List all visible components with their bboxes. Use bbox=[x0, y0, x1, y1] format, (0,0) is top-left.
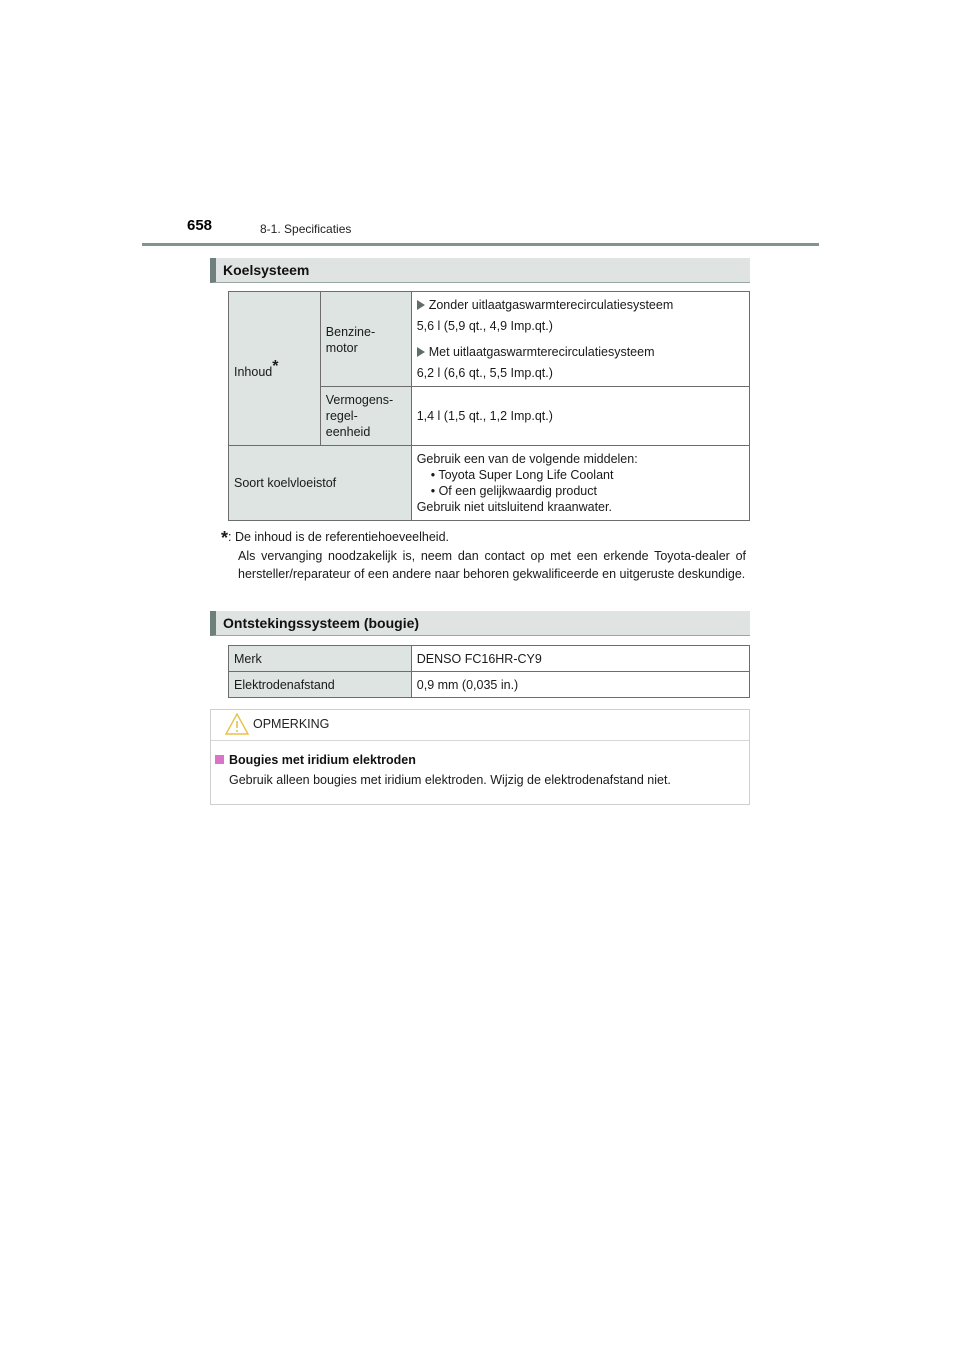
coolant-note: Gebruik niet uitsluitend kraanwater. bbox=[416, 500, 612, 514]
warning-triangle-icon bbox=[225, 713, 249, 735]
header-rule bbox=[142, 243, 819, 246]
engine-label: Benzine- motor bbox=[320, 292, 411, 387]
triangle-bullet-icon bbox=[417, 347, 425, 357]
footnote bbox=[221, 528, 746, 583]
notice-box bbox=[210, 709, 750, 805]
coolant-option: • Of een gelijkwaardig product bbox=[430, 484, 597, 498]
pcu-label: Vermogens- regel- eenheid bbox=[320, 387, 411, 446]
capacity-label-cell bbox=[229, 292, 321, 446]
footnote-line-1: : De inhoud is de referentiehoeveelheid. bbox=[228, 530, 449, 544]
option-2-label: Met uitlaatgaswarmterecirculatiesysteem bbox=[428, 345, 655, 359]
coolant-intro: Gebruik een van de volgende middelen: bbox=[416, 452, 638, 466]
notice-item-title: Bougies met iridium elektroden bbox=[215, 753, 416, 767]
table-row bbox=[229, 646, 750, 672]
engine-values-cell bbox=[411, 292, 749, 387]
coolant-option: • Toyota Super Long Life Coolant bbox=[430, 468, 614, 482]
notice-item-text: Gebruik alleen bougies met iridium elektroden. Wijzig de elektrodenafstand niet. bbox=[229, 773, 671, 787]
capacity-asterisk: * bbox=[272, 357, 279, 375]
pink-square-bullet-icon bbox=[215, 755, 224, 764]
gap-label: Elektrodenafstand bbox=[229, 672, 412, 698]
cooling-table bbox=[228, 291, 750, 521]
pcu-value: 1,4 l (1,5 qt., 1,2 Imp.qt.) bbox=[411, 387, 749, 446]
gap-value: 0,9 mm (0,035 in.) bbox=[411, 672, 749, 698]
option-2-value: 6,2 l (6,6 qt., 5,5 Imp.qt.) bbox=[416, 366, 553, 380]
coolant-values-cell bbox=[411, 446, 749, 521]
coolant-label: Soort koelvloeistof bbox=[229, 446, 412, 521]
option-1-value: 5,6 l (5,9 qt., 4,9 Imp.qt.) bbox=[416, 319, 553, 333]
footnote-line-2: Als vervanging noodzakelijk is, neem dan contact op met een erkende Toyota-dealer of hersteller/reparateur of een andere naar behoren gekwalificeerde en uitgeruste deskundige. bbox=[238, 549, 746, 581]
notice-header bbox=[211, 710, 749, 741]
cooling-section-heading: Koelsysteem bbox=[210, 258, 750, 283]
option-1 bbox=[417, 297, 744, 313]
footnote-asterisk: * bbox=[221, 528, 229, 548]
page-number: 658 bbox=[187, 217, 213, 234]
triangle-bullet-icon bbox=[417, 300, 425, 310]
notice-title: OPMERKING bbox=[253, 717, 330, 731]
brand-label: Merk bbox=[229, 646, 412, 672]
ignition-section-heading: Ontstekingssysteem (bougie) bbox=[210, 611, 750, 636]
brand-value: DENSO FC16HR-CY9 bbox=[411, 646, 749, 672]
section-label: 8-1. Specificaties bbox=[260, 222, 352, 236]
option-2 bbox=[417, 344, 744, 360]
ignition-table bbox=[228, 645, 750, 698]
table-row bbox=[229, 672, 750, 698]
option-1-label: Zonder uitlaatgaswarmterecirculatiesysteem bbox=[428, 298, 674, 312]
capacity-label: Inhoud bbox=[234, 365, 273, 380]
